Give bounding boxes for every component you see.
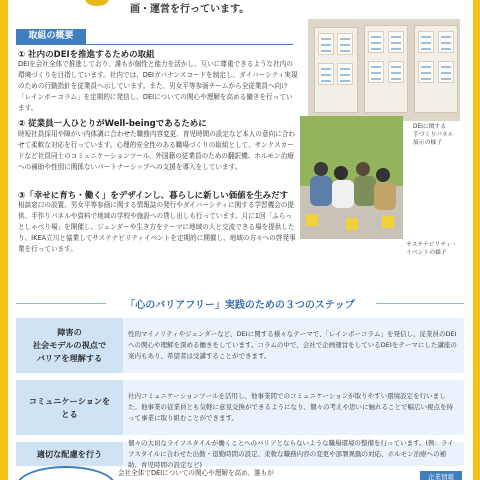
item-3-body: 相談窓口の設置、男女平等参画に関する情報誌の発行やダイバーシティに関する学習機会の提供、手作りパネルや資料で地域の学校や施設への貸し出しも行っています。月に1回「ふらっとしゃべり場」を開催し、ジェンダーや生き方をテーマに地域の人と交流できる場を提供したり、IKEA立川と協業してサステナビリティイベントを定期的に開催し、地域の方々への啓発事業を行っています。 [18, 201, 296, 253]
item-2-heading: ② 従業員一人ひとりがWell-beingであるために [18, 119, 207, 129]
item-1-heading: ① 社内のDEIを推進するための取組 [18, 50, 155, 60]
header-partial-text: 画・運営を行っています。 [130, 4, 250, 15]
logo-mark [85, 0, 109, 6]
footer-partial-text: 会社全体でDEIについての関心や理解を高め、誰もが [118, 469, 274, 477]
step-1 [16, 318, 464, 373]
section-tag: 取組の概要 [16, 29, 86, 44]
step-3-text: 個々の大切なライフスタイルが働くことへのバリアとならないような職場環境の整備を行っています。(例：ライフスタイルに合わせた出勤・退勤時間の設定、柔軟な職務内容の変更や部署異動の対応、ホルモン治療への補助、育児時間の設定など) [128, 438, 454, 469]
frame-right-border [473, 0, 480, 480]
section-divider [16, 44, 293, 45]
panel-exhibit-caption: DEIに関する 手づくりパネル 展示の様子 [413, 124, 454, 146]
frame-left-border [0, 0, 8, 480]
step-2-text: 社内コミュニケーションツールを活用し、他事業間でのコミュニケーションが取りやすい環境設定を行いました。他事業の従業員とも気軽に意見交換ができるようになり、個々の考えや思いに触れることで幅広い視点を持って事業に取り組むことができます。 [128, 392, 453, 422]
step-3 [16, 438, 464, 469]
footer-circle [16, 466, 116, 480]
company-info-tag: 企業情報 [420, 471, 462, 480]
item-3-heading: ③「幸せに育ち・働く」をデザインし、暮らしに新しい価値を生みだす [18, 191, 289, 201]
step-3-label: 適切な配慮を行う [16, 442, 123, 466]
step-2-label: コミュニケーションを とる [16, 380, 123, 435]
steps-title: 「心のバリアフリー」実践のための３つのステップ [125, 300, 355, 311]
step-1-text: 性的マイノリティやジェンダーなど、DEIに関する様々なテーマで、「レインボーコラム」を発信し、従業員のDEIへの関心や理解を深める働きをしています。コラムの中で、会社で企画運営をしているDEIをテーマにした講座の案内もあり、希望者は受講することができます。 [128, 330, 457, 360]
sustainability-event-caption: サステナビリティ・ イベントの様子 [406, 242, 458, 256]
step-2 [16, 380, 464, 435]
step-1-label: 障害の 社会モデルの視点で バリアを理解する [16, 318, 123, 373]
panel-exhibit-photo [308, 19, 460, 121]
item-2-body: 時短社員採用や障がい内体調に合わせた職務内容変更、育児時間の設定など本人の意向に合わせて柔軟な対応を行っています。心理的安全性のある職場づくりの取組として、サンクスカードなど社員同士のコミュニケーションツール、外国籍の従業員のための翻訳機、ホルモン治療への補助や性別に関係ないパートナーシップへの支援を導入をしています。 [18, 130, 295, 171]
sustainability-event-photo [300, 116, 403, 239]
item-1-body: DEIを会社全体で推進しており、誰もが個性と能力を活かし、互いに尊重できるような社内の環境づくりを目指しています。社内では、DEIガバナンスコードを制定し、ダイバーシティ実現のための行動指針を従業員へ示しています。また、男女平等参画チームから全従業員へ向け「レインボーコラム」を定期的に発信し、DEIについての関心や理解を高める働きを行っています。 [18, 60, 298, 112]
